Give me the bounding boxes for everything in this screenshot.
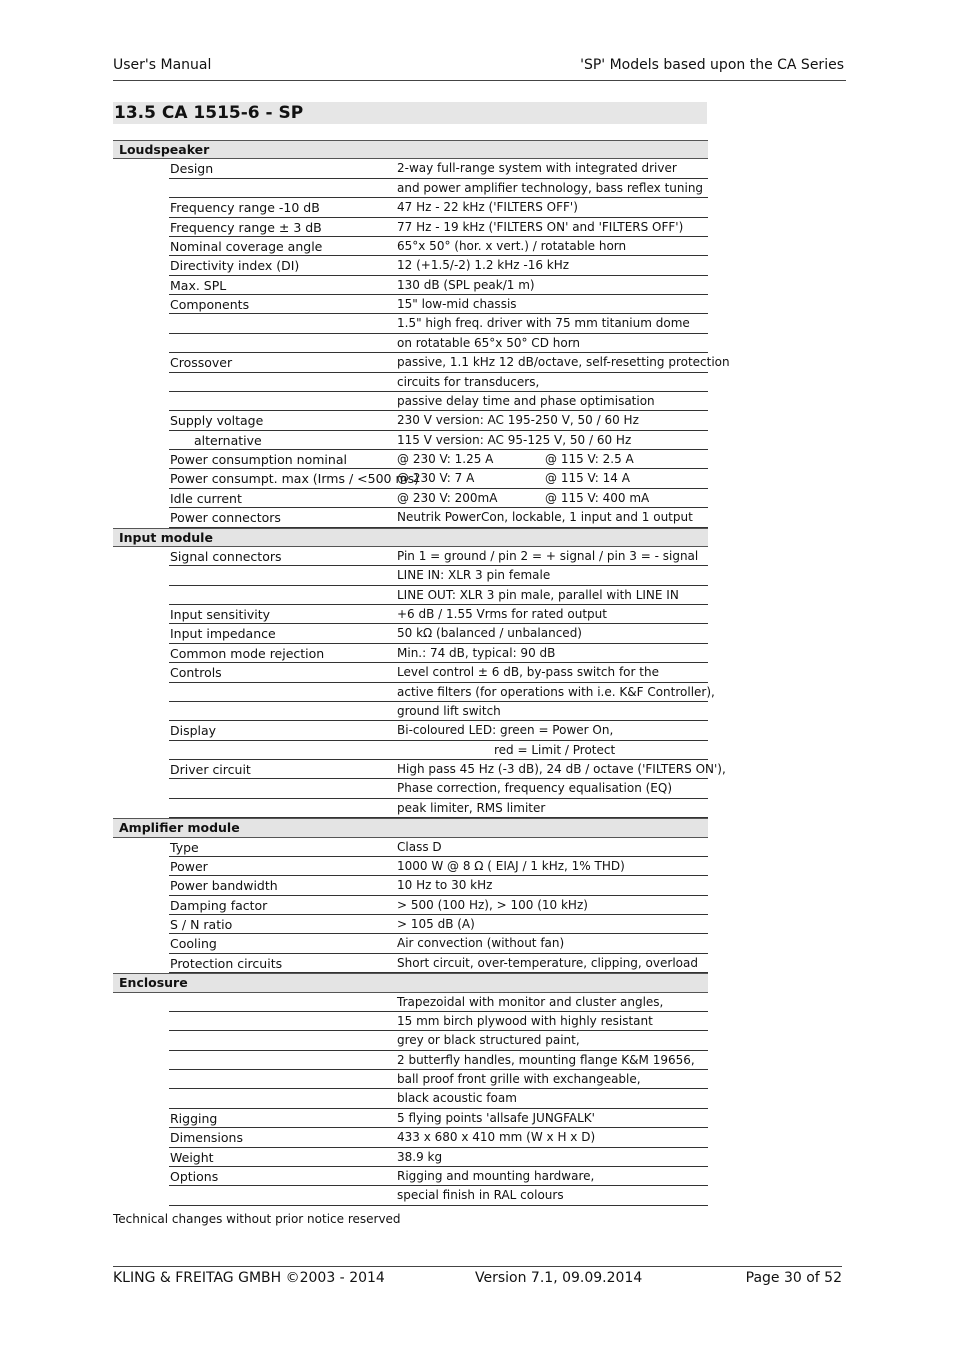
- page-header: [113, 57, 846, 81]
- header-manual-title: User's Manual: [113, 57, 212, 73]
- spec-value: 433 x 680 x 410 mm (W x H x D): [397, 1130, 596, 1145]
- spec-row: [113, 547, 708, 566]
- spec-value: Rigging and mounting hardware,: [397, 1168, 595, 1183]
- spec-value: 1.5" high freq. driver with 75 mm titanium dome: [397, 316, 690, 331]
- category-header: Amplifier module: [113, 818, 708, 837]
- category-header: Enclosure: [113, 973, 708, 992]
- spec-label: Directivity index (DI): [170, 258, 300, 274]
- spec-label: Driver circuit: [170, 762, 251, 777]
- spec-value: Air convection (without fan): [397, 936, 565, 951]
- spec-value: 50 kΩ (balanced / unbalanced): [397, 626, 582, 641]
- spec-row: [113, 218, 708, 237]
- spec-value: and power amplifier technology, bass reflex tuning: [397, 180, 704, 195]
- spec-row: [113, 605, 708, 624]
- spec-label: Damping factor: [170, 897, 268, 913]
- spec-row: [113, 779, 708, 798]
- spec-value: on rotatable 65°x 50° CD horn: [397, 335, 581, 350]
- spec-label: Power bandwidth: [170, 878, 278, 894]
- spec-label: Controls: [170, 665, 222, 681]
- spec-value: 2-way full-range system with integrated driver: [397, 161, 677, 176]
- spec-row: [113, 1089, 708, 1108]
- spec-value-secondary: @ 115 V: 2.5 A: [545, 452, 634, 466]
- spec-label: Design: [170, 161, 214, 177]
- spec-row: [113, 721, 708, 740]
- spec-value-secondary: @ 115 V: 14 A: [545, 471, 630, 486]
- spec-value: 1000 W @ 8 Ω ( EIAJ / 1 kHz, 1% THD): [397, 858, 625, 873]
- spec-value: 15" low-mid chassis: [397, 297, 517, 311]
- spec-row: [113, 198, 708, 217]
- spec-value: > 105 dB (A): [397, 917, 475, 931]
- spec-row: [113, 469, 708, 488]
- spec-value: passive delay time and phase optimisation: [397, 393, 655, 408]
- spec-value: 130 dB (SPL peak/1 m): [397, 277, 535, 292]
- spec-label: Power connectors: [170, 510, 281, 526]
- spec-row: [113, 1109, 708, 1128]
- section-title: 13.5 CA 1515-6 - SP: [113, 102, 707, 124]
- spec-value: circuits for transducers,: [397, 374, 540, 389]
- spec-value: active filters (for operations with i.e. K&F Controller),: [397, 684, 715, 699]
- spec-label: Display: [170, 723, 217, 739]
- spec-row: [113, 1128, 708, 1147]
- spec-label: Power: [170, 858, 208, 874]
- footnote: Technical changes without prior notice reserved: [113, 1212, 401, 1226]
- spec-value-secondary: @ 115 V: 400 mA: [545, 490, 650, 505]
- spec-value: Bi-coloured LED: green = Power On,: [397, 723, 614, 738]
- spec-row: [113, 838, 708, 857]
- spec-value: black acoustic foam: [397, 1091, 517, 1106]
- spec-label: Dimensions: [170, 1130, 243, 1146]
- spec-value: @ 230 V: 200mA: [397, 490, 498, 505]
- footer-version: Version 7.1, 09.09.2014: [475, 1270, 643, 1286]
- spec-row: [113, 314, 708, 333]
- spec-label: Protection circuits: [170, 955, 283, 971]
- spec-value: ball proof front grille with exchangeable,: [397, 1072, 641, 1086]
- spec-row: [113, 237, 708, 256]
- spec-table: [113, 140, 730, 1206]
- spec-label: Crossover: [170, 355, 233, 371]
- spec-value: Trapezoidal with monitor and cluster angles,: [397, 994, 664, 1009]
- spec-label: S / N ratio: [170, 917, 233, 932]
- spec-value: 65°x 50° (hor. x vert.) / rotatable horn: [397, 238, 627, 253]
- spec-value: LINE OUT: XLR 3 pin male, parallel with LINE IN: [397, 587, 679, 602]
- spec-row: [113, 1012, 708, 1031]
- spec-row: [113, 896, 708, 915]
- spec-label: Rigging: [170, 1110, 218, 1126]
- category-header: Loudspeaker: [113, 140, 708, 159]
- spec-value: LINE IN: XLR 3 pin female: [397, 568, 551, 583]
- spec-value: Short circuit, over-temperature, clipping, overload: [397, 955, 698, 970]
- spec-row: [113, 276, 708, 295]
- spec-label: Idle current: [170, 490, 242, 506]
- spec-row: [113, 373, 708, 392]
- spec-row: [113, 1186, 708, 1205]
- spec-label: Input sensitivity: [170, 607, 270, 622]
- spec-row: [113, 702, 708, 721]
- spec-label: Input impedance: [170, 626, 276, 642]
- spec-value: red = Limit / Protect: [494, 742, 616, 757]
- spec-label: Nominal coverage angle: [170, 238, 323, 254]
- spec-row: [113, 508, 708, 527]
- spec-value: Pin 1 = ground / pin 2 = + signal / pin 3 = - signal: [397, 548, 699, 563]
- spec-label: Components: [170, 297, 250, 312]
- spec-label: Power consumption nominal: [170, 452, 347, 467]
- footer-company: KLING & FREITAG GMBH ©2003 - 2014: [113, 1270, 385, 1286]
- spec-row: [113, 256, 708, 275]
- spec-label: Signal connectors: [170, 548, 282, 564]
- page-footer: [113, 1266, 842, 1291]
- spec-row: [113, 392, 708, 411]
- spec-label: Options: [170, 1168, 219, 1184]
- spec-row: [113, 179, 708, 198]
- spec-value: 115 V version: AC 95-125 V, 50 / 60 Hz: [397, 432, 632, 447]
- spec-value: 10 Hz to 30 kHz: [397, 878, 493, 893]
- spec-value: passive, 1.1 kHz 12 dB/octave, self-resetting protection: [397, 355, 730, 370]
- spec-row: [113, 489, 708, 508]
- spec-row: [113, 159, 708, 178]
- spec-value: peak limiter, RMS limiter: [397, 800, 546, 815]
- spec-label: alternative: [194, 432, 262, 448]
- spec-row: [113, 760, 726, 779]
- spec-row: [113, 683, 715, 702]
- spec-row: [113, 741, 708, 760]
- spec-label: Supply voltage: [170, 413, 264, 429]
- spec-row: [113, 624, 708, 643]
- spec-value: special finish in RAL colours: [397, 1188, 564, 1203]
- spec-label: Weight: [170, 1149, 214, 1165]
- spec-value: 230 V version: AC 195-250 V, 50 / 60 Hz: [397, 413, 639, 428]
- spec-row: [113, 1167, 708, 1186]
- spec-row: [113, 1051, 708, 1070]
- spec-value: 15 mm birch plywood with highly resistant: [397, 1013, 653, 1028]
- spec-value: 12 (+1.5/-2) 1.2 kHz -16 kHz: [397, 258, 570, 273]
- spec-value: 77 Hz - 19 kHz ('FILTERS ON' and 'FILTERS OFF'): [397, 219, 684, 234]
- spec-value: Neutrik PowerCon, lockable, 1 input and 1 output: [397, 510, 693, 525]
- spec-value: High pass 45 Hz (-3 dB), 24 dB / octave ('FILTERS ON'),: [397, 762, 726, 776]
- spec-value: Phase correction, frequency equalisation (EQ): [397, 781, 672, 796]
- spec-value: 38.9 kg: [397, 1149, 443, 1164]
- spec-row: [113, 799, 708, 818]
- spec-value: > 500 (100 Hz), > 100 (10 kHz): [397, 897, 588, 912]
- spec-value: Class D: [397, 839, 442, 854]
- spec-row: [113, 1070, 708, 1089]
- spec-row: [113, 353, 730, 372]
- spec-row: [113, 993, 708, 1012]
- spec-row: [113, 876, 708, 895]
- spec-row: [113, 954, 708, 973]
- spec-label: Frequency range ± 3 dB: [170, 219, 322, 235]
- spec-row: [113, 566, 708, 585]
- spec-label: Type: [170, 839, 199, 855]
- spec-label: Common mode rejection: [170, 645, 325, 661]
- spec-label: Power consumpt. max (Irms / <500 ms): [170, 471, 420, 487]
- header-series-title: 'SP' Models based upon the CA Series: [580, 57, 844, 73]
- spec-value: @ 230 V: 7 A: [397, 471, 475, 486]
- spec-value: Level control ± 6 dB, by-pass switch for the: [397, 665, 659, 680]
- spec-row: [113, 857, 708, 876]
- spec-label: Cooling: [170, 936, 217, 952]
- spec-value: grey or black structured paint,: [397, 1033, 580, 1048]
- spec-row: [113, 334, 708, 353]
- spec-value: 2 butterfly handles, mounting flange K&M 19656,: [397, 1052, 695, 1067]
- spec-row: [113, 915, 708, 934]
- category-header: Input module: [113, 528, 708, 547]
- spec-value: @ 230 V: 1.25 A: [397, 452, 494, 466]
- spec-row: [113, 586, 708, 605]
- spec-row: [113, 934, 708, 953]
- spec-value: 47 Hz - 22 kHz ('FILTERS OFF'): [397, 200, 578, 215]
- spec-row: [113, 644, 708, 663]
- spec-row: [113, 431, 708, 450]
- spec-row: [113, 450, 708, 469]
- spec-row: [113, 663, 708, 682]
- spec-row: [113, 1148, 708, 1167]
- footer-page-number: Page 30 of 52: [745, 1270, 842, 1286]
- spec-value: Min.: 74 dB, typical: 90 dB: [397, 645, 556, 660]
- spec-label: Max. SPL: [170, 277, 227, 293]
- spec-label: Frequency range -10 dB: [170, 200, 320, 216]
- spec-value: 5 flying points 'allsafe JUNGFALK': [397, 1110, 595, 1125]
- spec-row: [113, 1031, 708, 1050]
- spec-value: +6 dB / 1.55 Vrms for rated output: [397, 607, 607, 621]
- spec-value: ground lift switch: [397, 703, 501, 718]
- spec-row: [113, 411, 708, 430]
- spec-row: [113, 295, 708, 314]
